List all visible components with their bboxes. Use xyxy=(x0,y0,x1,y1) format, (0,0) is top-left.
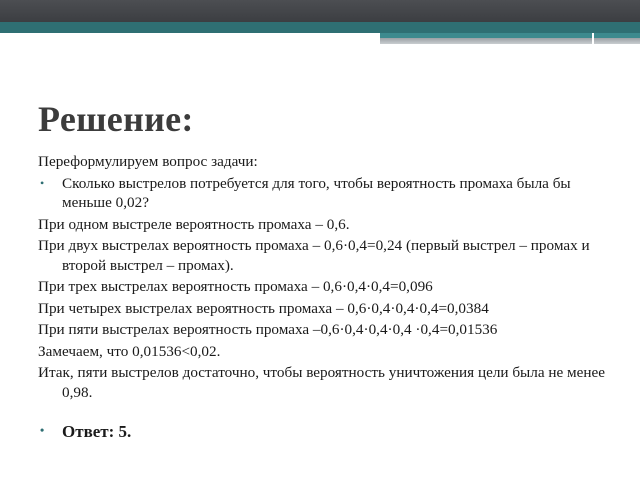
body-line: При четырех выстрелах вероятность промаха – 0,6·0,4·0,4·0,4=0,0384 xyxy=(38,299,489,317)
bullet-icon: • xyxy=(40,423,45,437)
header-band-divider xyxy=(592,33,594,44)
body-line: При пяти выстрелах вероятность промаха –0,6·0,4·0,4·0,4 ·0,4=0,01536 xyxy=(38,321,498,338)
body-bullet-line xyxy=(38,174,608,213)
slide-body xyxy=(38,152,608,404)
body-line: Переформулируем вопрос задачи: xyxy=(38,153,258,170)
bullet-icon: • xyxy=(40,175,45,190)
header-band-teal xyxy=(0,22,640,33)
body-line: При трех выстрелах вероятность промаха – 0,6·0,4·0,4=0,096 xyxy=(38,278,433,295)
body-line: Замечаем, что 0,01536<0,02. xyxy=(38,342,221,360)
body-line: Итак, пяти выстрелов достаточно, чтобы вероятность уничтожения цели была не менее 0,98. xyxy=(38,364,605,401)
answer-line xyxy=(38,422,131,442)
header-band-dark xyxy=(0,0,640,22)
header-band-grey xyxy=(380,38,640,44)
body-line: При двух выстрелах вероятность промаха – 0,6·0,4=0,24 (первый выстрел – промах и второй выстрел – промах). xyxy=(38,237,590,274)
answer-text: Ответ: 5. xyxy=(62,422,132,441)
body-line-text: Сколько выстрелов потребуется для того, чтобы вероятность промаха была бы меньше 0,02? xyxy=(62,174,571,211)
body-line: При одном выстреле вероятность промаха – 0,6. xyxy=(38,215,350,233)
slide-title: Решение: xyxy=(38,99,194,139)
